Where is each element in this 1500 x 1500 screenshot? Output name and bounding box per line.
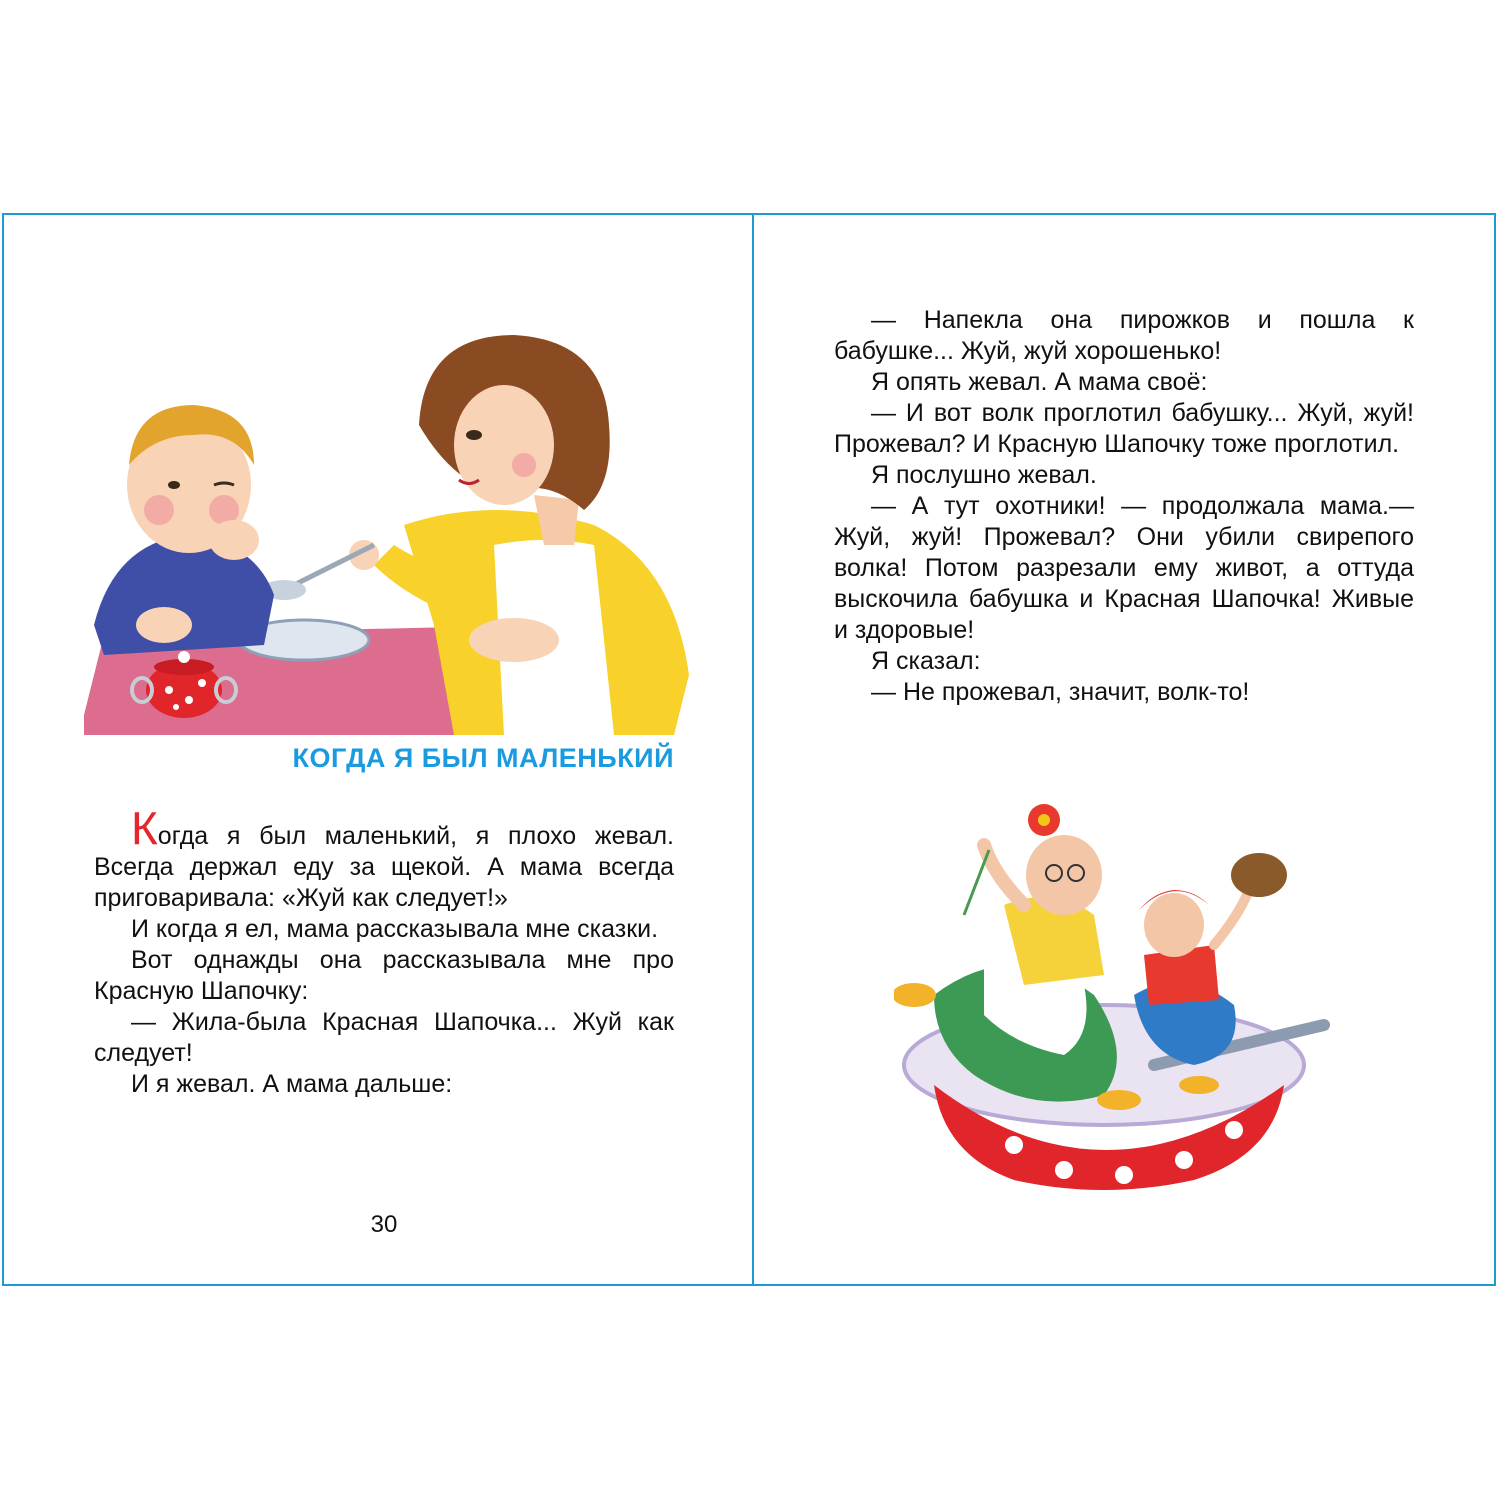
paragraph: Я опять жевал. А мама своё: (871, 368, 1208, 396)
right-page-text (834, 305, 1414, 708)
page-number: 30 (370, 1211, 398, 1238)
drop-cap: К (131, 802, 158, 854)
paragraph-text: огда я был маленький, я плохо жевал. Всегда держал еду за щекой. А мама всегда приговаривала: «Жуй как следует!» (94, 822, 674, 912)
story-title: КОГДА Я БЫЛ МАЛЕНЬКИЙ (292, 743, 674, 773)
paragraph: — А тут охотники! — продолжала мама.— Жуй, жуй! Прожевал? Они убили свирепого волка! Потом разрезали ему живот, а оттуда выскочила бабушка и Красная Шапочка! Живые и здоровые! (834, 492, 1414, 644)
paragraph: И когда я ел, мама рассказывала мне сказки. (131, 915, 659, 943)
paragraph: И я жевал. А мама дальше: (131, 1070, 453, 1098)
paragraph-first (94, 802, 674, 914)
page-gutter (752, 215, 754, 1284)
illustration-grandma-and-red-riding-hood-on-bowl (894, 795, 1344, 1195)
paragraph: — И вот волк проглотил бабушку... Жуй, жуй! Прожевал? И Красную Шапочку тоже проглотил. (834, 399, 1414, 458)
paragraph: Я сказал: (871, 647, 981, 675)
paragraph: — Не прожевал, значит, волк-то! (871, 678, 1250, 706)
paragraph: — Жила-была Красная Шапочка... Жуй как следует! (94, 1008, 674, 1067)
illustration-mother-feeding-boy (74, 295, 704, 735)
left-page-text (94, 802, 674, 1100)
paragraph: Я послушно жевал. (871, 461, 1097, 489)
paragraph: Вот однажды она рассказывала мне про Красную Шапочку: (94, 946, 674, 1005)
book-spread (2, 213, 1496, 1286)
paragraph: — Напекла она пирожков и пошла к бабушке... Жуй, жуй хорошенько! (834, 306, 1414, 365)
